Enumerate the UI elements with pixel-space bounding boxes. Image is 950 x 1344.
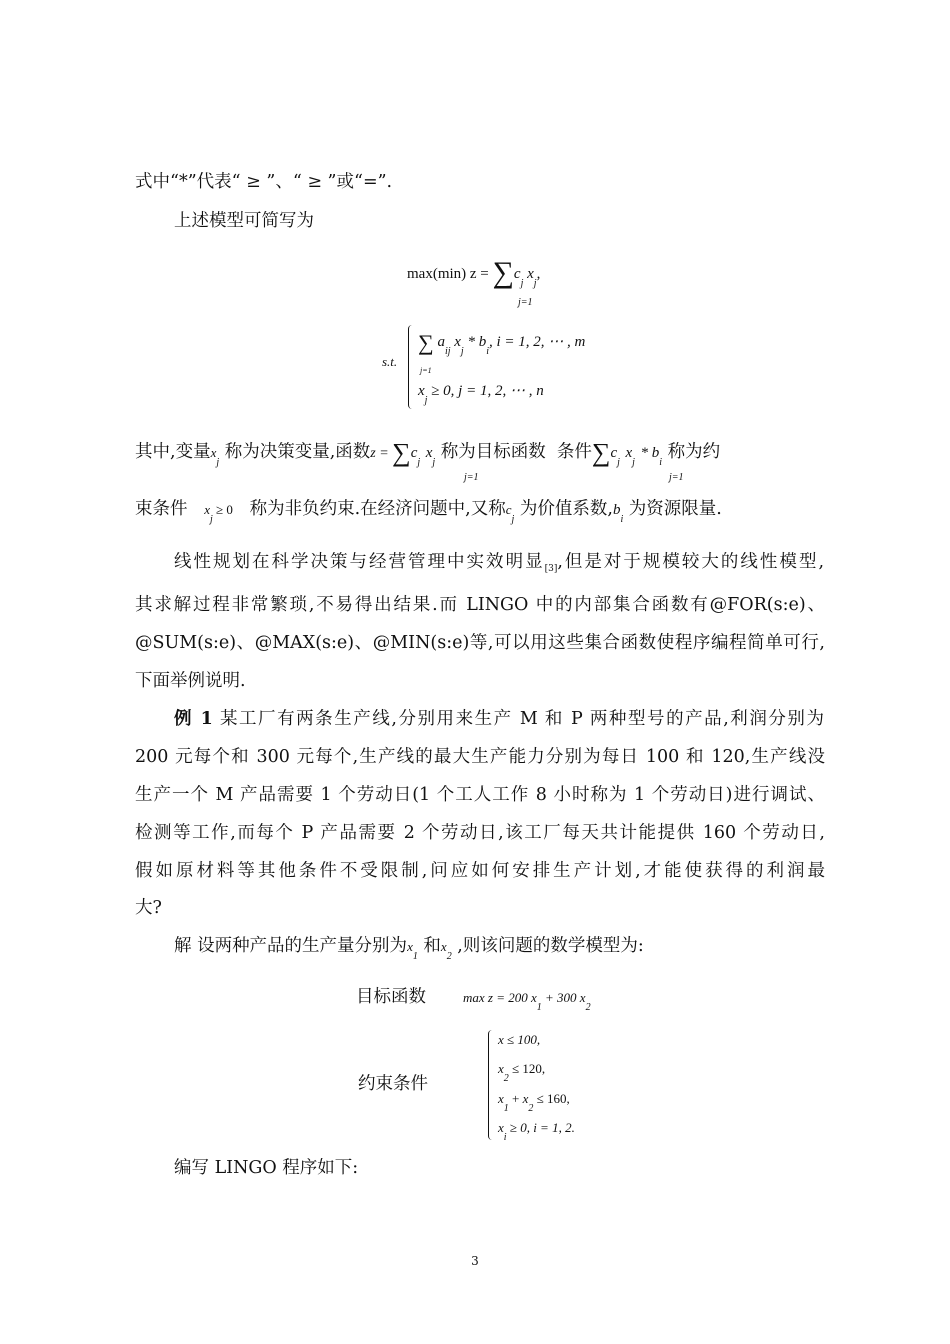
objective-prefix: max(min) z = — [407, 266, 493, 282]
sum-lower-limit: j=1 — [669, 472, 684, 483]
subscript-i: i — [486, 346, 489, 357]
constraint-label: 约束条件 — [358, 1074, 428, 1094]
example-line-4: 检测等工作,而每个 P 产品需要 2 个劳动日,该工厂每天共计能提供 160 个劳动日, — [135, 823, 825, 843]
text-segment: 某工厂有两条生产线,分别用来生产 M 和 P 两种型号的产品,利润分别为 — [212, 709, 824, 729]
subscript-j: j — [460, 346, 464, 357]
nonneg-ineq: ≥ 0 — [212, 502, 233, 517]
subscript-j: j — [533, 278, 537, 289]
text-segment: 称为非负约束.在经济问题中,又称 — [249, 499, 506, 519]
example-line-2: 200 元每个和 300 元每个,生产线的最大生产能力分别为每日 100 和 120,生产线没 — [135, 747, 825, 767]
subscript-j: j — [424, 395, 428, 406]
paragraph-lingo-functions: 其求解过程非常繁琐,不易得出结果.而 LINGO 中的内部集合函数有@FOR(s:e)、 — [135, 595, 825, 615]
row1-tail: , i = 1, 2, ⋯ , m — [488, 334, 586, 350]
page-number: 3 — [471, 1254, 479, 1268]
text-segment: 解 设两种产品的生产量分别为 — [174, 936, 408, 956]
sum-lower-limit: j=1 — [464, 472, 479, 483]
c3-text: ≤ 160, — [536, 1091, 570, 1106]
row2-rest: ≥ 0, j = 1, 2, ⋯ , n — [427, 383, 544, 399]
objective-label: 目标函数 — [356, 987, 426, 1007]
text-segment: 条件 — [556, 442, 592, 462]
text-segment: ,则该问题的数学模型为: — [457, 936, 644, 956]
example-line-3: 生产一个 M 产品需要 1 个劳动日(1 个工人工作 8 小时称为 1 个劳动日)进行调试、 — [135, 785, 825, 805]
sum-lower-limit: j=1 — [518, 297, 533, 308]
example-line-6: 大? — [135, 898, 162, 918]
obj-part-1: max z = 200 x — [463, 990, 537, 1005]
solution-intro: 解 设两种产品的生产量分别为$x_1$ 和$x_2$ ,则该问题的数学模型为: — [174, 936, 644, 962]
obj-part-2: + 300 x — [541, 990, 586, 1005]
text-segment: 为价值系数, — [519, 499, 613, 519]
subscript-j: j — [520, 278, 524, 289]
text-segment: 线性规划在科学决策与经营管理中实效明显 — [174, 552, 545, 572]
constraint-1 — [498, 1032, 540, 1048]
st-label: s.t. — [382, 354, 398, 369]
paragraph-lp-intro — [174, 550, 824, 581]
text-segment: 其中,变量 — [135, 442, 211, 462]
text-segment: 称为目标函数 — [440, 442, 546, 462]
coef-a: a — [437, 334, 445, 350]
comma: , — [536, 266, 541, 282]
text-segment: 束条件 — [135, 499, 188, 519]
z-prefix: z = — [370, 446, 393, 461]
text-segment: ,但是对于规模较大的线性模型, — [557, 552, 825, 572]
paragraph-star-note: 式中“*”代表“ ≥ ”、“ ≥ ”或“=”. — [135, 172, 393, 192]
row1-lower-limit: j=1 — [420, 366, 432, 375]
var-x: x — [454, 334, 461, 350]
c1-text: x ≤ 100, — [498, 1032, 541, 1047]
sigma-symbol: ∑ — [492, 256, 514, 289]
paragraph-model-intro: 上述模型可简写为 — [174, 211, 314, 231]
text-segment: 称为约 — [667, 442, 721, 462]
example-label: 例 1 — [174, 709, 213, 729]
paragraph-program-intro: 编写 LINGO 程序如下: — [174, 1158, 359, 1178]
paragraph-nonneg: 束条件 $x_j \ge 0$ 称为非负约束.在经济问题中,又称$c_j$ 为价值系数$,b_i$ 为资源限量. — [135, 499, 722, 525]
text-segment: 为资源限量. — [628, 499, 722, 519]
example-line-1 — [174, 707, 824, 731]
c4-text: ≥ 0, i = 1, 2. — [509, 1120, 575, 1135]
var-x: x — [527, 266, 534, 282]
coef-c: c — [513, 266, 521, 282]
c2-text: ≤ 120, — [512, 1061, 546, 1076]
constraint-2: $x_2 \le 120$, — [498, 1061, 546, 1084]
paragraph-example-lead: 下面举例说明. — [135, 671, 246, 691]
constraint-row-1: ∑ $a_{ij}$ $x_j * b_i$, i = 1, 2, ⋯ , m — [418, 330, 586, 357]
constraint-3: $x_1 + x_2 \le 160$, — [498, 1091, 570, 1114]
constraint-row-2 — [418, 381, 544, 406]
objective-expression: max z = 200 $x_1 + 300$ $x_2$ — [463, 990, 591, 1013]
rhs-b: * b — [467, 334, 487, 350]
objective-formula — [407, 256, 540, 290]
left-brace — [488, 1030, 495, 1140]
paragraph-lingo-functions-2: @SUM(s:e)、@MAX(s:e)、@MIN(s:e)等,可以用这些集合函数使程序编程简单可行, — [135, 633, 825, 653]
example-line-5: 假如原材料等其他条件不受限制,问应如何安排生产计划,才能使获得的利润最 — [135, 861, 825, 881]
subscript-ij: ij — [444, 346, 451, 357]
constraint-4: $x_i \ge 0$, i = 1, 2. — [498, 1120, 575, 1143]
text-segment: 称为决策变量,函数 — [224, 442, 371, 462]
citation-ref: [3] — [544, 564, 558, 574]
text-segment: 和 — [423, 936, 441, 956]
var-x: x — [418, 383, 425, 399]
paragraph-definitions: 其中,变量$x_j$ 称为决策变量,函数$z = \sum c_j$ $x_j$ 称为目标函数 条件$\sum c_j$ $x_j * b_i$ 称为约 — [135, 438, 721, 468]
left-brace — [408, 325, 415, 409]
